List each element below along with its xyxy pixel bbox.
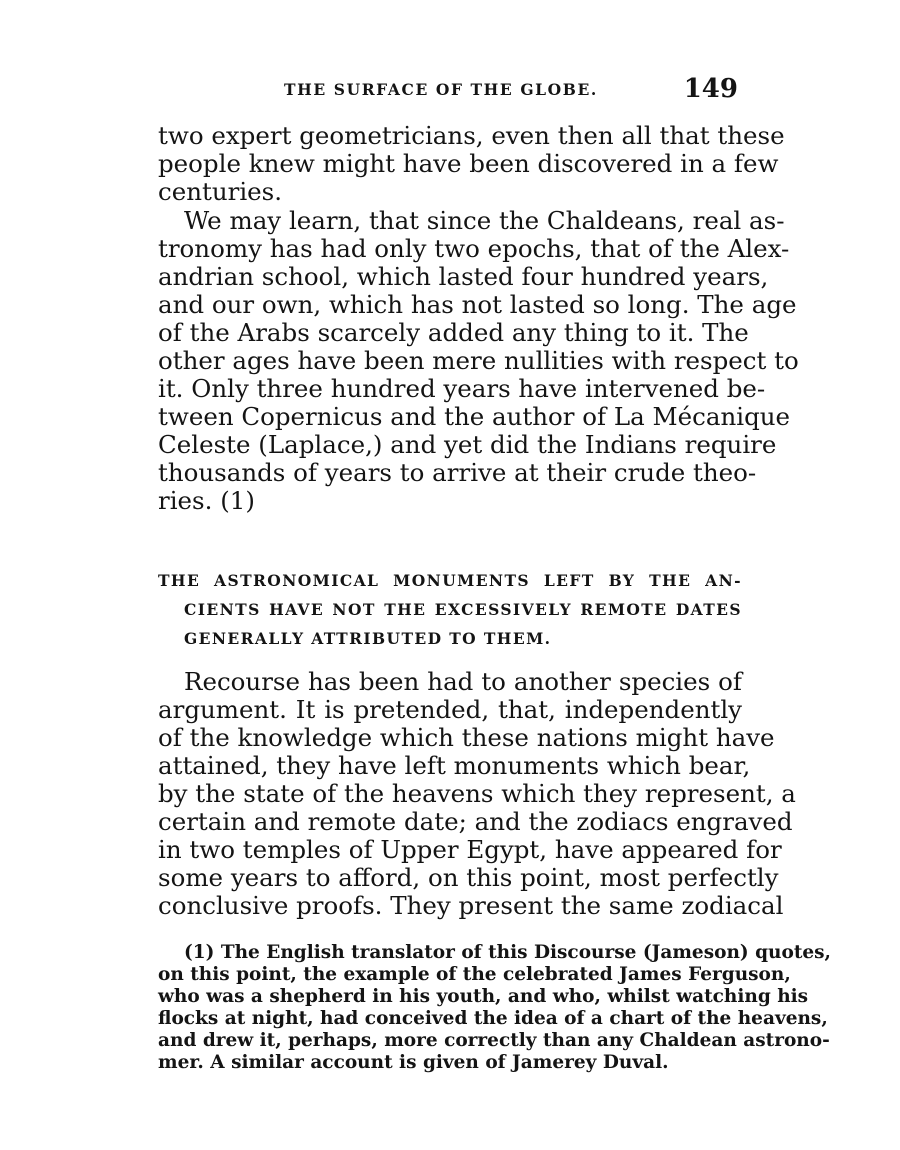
text-line: certain and remote date; and the zodiacs engraved <box>158 807 793 836</box>
footnote-line: mer. A similar account is given of Jamerey Duval. <box>158 1052 669 1073</box>
footnote-line: and drew it, perhaps, more correctly than any Chaldean astrono- <box>158 1030 830 1051</box>
text-line: it. Only three hundred years have intervened be- <box>158 374 766 403</box>
footnote-line: (1) The English translator of this Discourse (Jameson) quotes, <box>184 942 831 963</box>
text-line: ries. (1) <box>158 486 255 515</box>
heading-line: CIENTS HAVE NOT THE EXCESSIVELY REMOTE DATES <box>184 600 742 619</box>
text-line: some years to afford, on this point, most perfectly <box>158 863 779 892</box>
text-line: andrian school, which lasted four hundred years, <box>158 262 769 291</box>
section-heading <box>158 566 742 653</box>
footnote <box>158 942 831 1074</box>
footnote-line: flocks at night, had conceived the idea of a chart of the heavens, <box>158 1008 828 1029</box>
text-line: of the Arabs scarcely added any thing to it. The <box>158 318 749 347</box>
text-line: in two temples of Upper Egypt, have appeared for <box>158 835 782 864</box>
text-line: of the knowledge which these nations might have <box>158 723 775 752</box>
text-line: other ages have been mere nullities with respect to <box>158 346 799 375</box>
text-line: tronomy has had only two epochs, that of the Alex- <box>158 234 790 263</box>
text-line: centuries. <box>158 177 283 206</box>
heading-line: THE ASTRONOMICAL MONUMENTS LEFT BY THE AN- <box>158 571 742 590</box>
text-line: tween Copernicus and the author of La Mécanique <box>158 402 791 431</box>
text-line: two expert geometricians, even then all that these <box>158 121 785 150</box>
page-number: 149 <box>683 74 738 104</box>
text-line: by the state of the heavens which they represent, a <box>158 779 796 808</box>
footnote-line: who was a shepherd in his youth, and who, whilst watching his <box>158 986 809 1007</box>
text-line: We may learn, that since the Chaldeans, real as- <box>184 206 785 235</box>
paragraph-epochs <box>158 206 799 515</box>
footnote-line: on this point, the example of the celebrated James Ferguson, <box>158 964 791 985</box>
text-line: attained, they have left monuments which bear, <box>158 751 751 780</box>
running-title: THE SURFACE OF THE GLOBE. <box>284 80 598 99</box>
paragraph-continuation <box>158 121 799 515</box>
text-line: Celeste (Laplace,) and yet did the Indians require <box>158 430 777 459</box>
text-line: argument. It is pretended, that, independently <box>158 695 742 724</box>
running-head <box>158 76 742 106</box>
text-line: conclusive proofs. They present the same zodiacal <box>158 891 784 920</box>
text-line: people knew might have been discovered in a few <box>158 149 779 178</box>
paragraph-zodiacs <box>158 667 796 920</box>
text-line: and our own, which has not lasted so long. The age <box>158 290 797 319</box>
text-line: thousands of years to arrive at their crude theo- <box>158 458 757 487</box>
heading-line: GENERALLY ATTRIBUTED TO THEM. <box>184 629 552 648</box>
text-line: Recourse has been had to another species of <box>184 667 742 696</box>
